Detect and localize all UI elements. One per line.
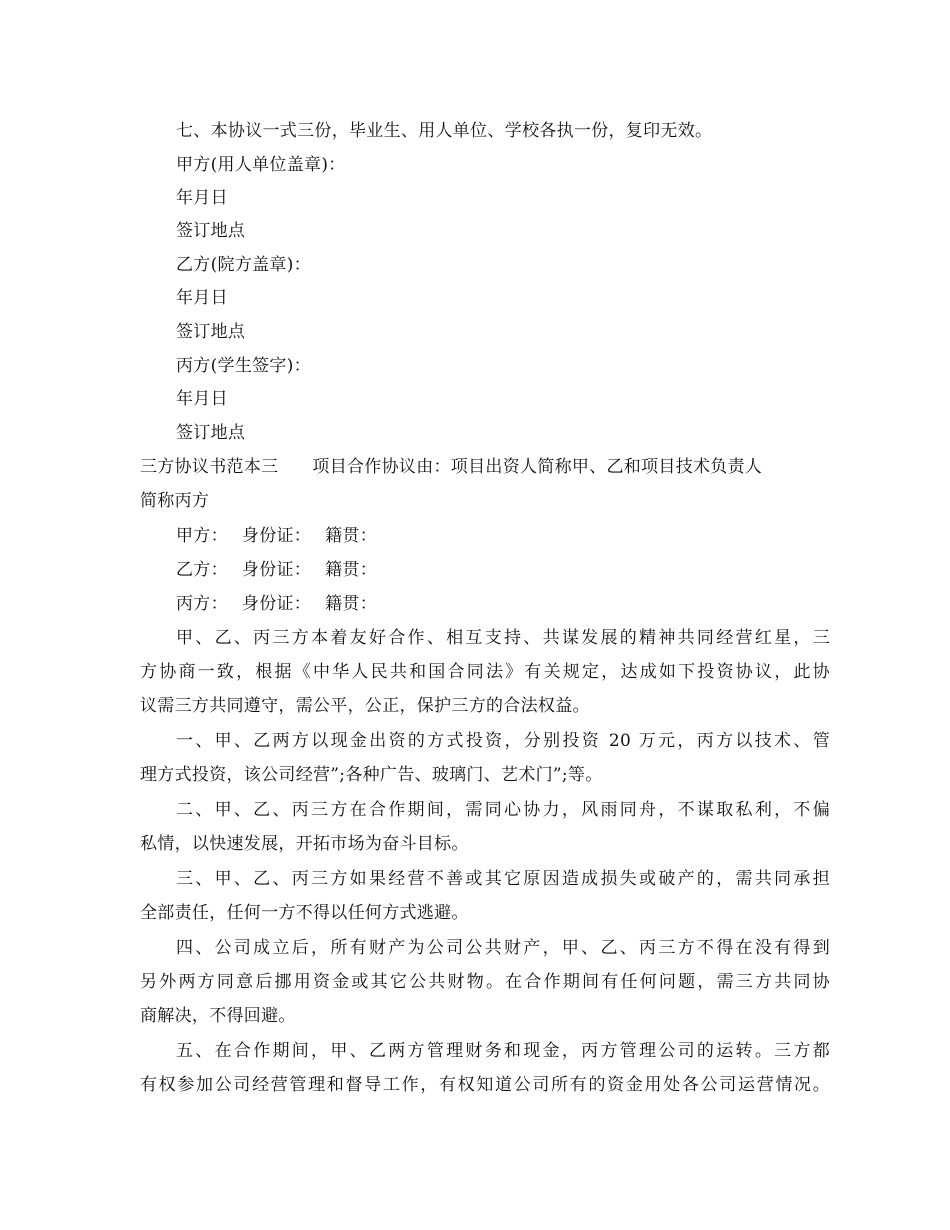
clause-five-line-1: 五、在合作期间，甲、乙两方管理财务和现金，丙方管理公司的运转。三方都 bbox=[176, 1041, 830, 1061]
clause-three-line-2: 全部责任，任何一方不得以任何方式逃避。 bbox=[140, 903, 469, 923]
id-card-label: 身份证： bbox=[241, 594, 312, 614]
clause-four-line-1: 四、公司成立后，所有财产为公司公共财产，甲、乙、丙三方不得在没有得到 bbox=[176, 938, 830, 958]
clause-two-line-1: 二、甲、乙、丙三方在合作期间，需同心协力，风雨同舟，不谋取私利，不偏 bbox=[176, 800, 830, 820]
place-label-1: 签订地点 bbox=[176, 221, 246, 241]
sample-three-heading-line bbox=[140, 450, 830, 484]
id-card-label: 身份证： bbox=[241, 560, 312, 580]
date-label-1: 年月日 bbox=[176, 188, 228, 208]
origin-label: 籍贯： bbox=[325, 560, 378, 580]
party-c-sign-label: 丙方(学生签字)： bbox=[176, 356, 311, 376]
party-label: 丙方： bbox=[176, 594, 228, 614]
party-label: 乙方： bbox=[176, 560, 228, 580]
clause-one-line-1: 一、甲、乙两方以现金出资的方式投资，分别投资 20 万元，丙方以技术、管 bbox=[176, 731, 830, 751]
preamble-line-2: 方协商一致，根据《中华人民共和国合同法》有关规定，达成如下投资协议，此协 bbox=[140, 662, 830, 682]
date-label-3: 年月日 bbox=[176, 389, 228, 409]
intro-text: 项目合作协议由：项目出资人简称甲、乙和项目技术负责人 bbox=[312, 457, 763, 477]
origin-label: 籍贯： bbox=[325, 526, 378, 546]
place-label-3: 签订地点 bbox=[176, 423, 246, 443]
clause-seven: 七、本协议一式三份，毕业生、用人单位、学校各执一份，复印无效。 bbox=[176, 121, 713, 141]
preamble-line-1: 甲、乙、丙三方本着友好合作、相互支持、共谋发展的精神共同经营红星，三 bbox=[176, 628, 830, 648]
party-row-c bbox=[176, 587, 830, 621]
place-label-2: 签订地点 bbox=[176, 322, 246, 342]
date-label-2: 年月日 bbox=[176, 288, 228, 308]
party-row-a bbox=[176, 519, 830, 553]
clause-two-line-2: 私情，以快速发展，开拓市场为奋斗目标。 bbox=[140, 834, 469, 854]
section-heading: 三方协议书范本三 bbox=[140, 457, 279, 477]
party-a-seal-label: 甲方(用人单位盖章)： bbox=[176, 155, 346, 175]
origin-label: 籍贯： bbox=[325, 594, 378, 614]
clause-five-line-2: 有权参加公司经营管理和督导工作，有权知道公司所有的资金用处各公司运营情况。 bbox=[140, 1075, 830, 1095]
clause-three-line-1: 三、甲、乙、丙三方如果经营不善或其它原因造成损失或破产的，需共同承担 bbox=[176, 869, 830, 889]
clause-four-line-2: 另外两方同意后挪用资金或其它公共财物。在合作期间有任何问题，需三方共同协 bbox=[140, 972, 830, 992]
party-label: 甲方： bbox=[176, 526, 228, 546]
party-row-b bbox=[176, 553, 830, 587]
clause-four-line-3: 商解决，不得回避。 bbox=[140, 1006, 296, 1026]
clause-one-line-2: 理方式投资，该公司经营”;各种广告、玻璃门、艺术门”;等。 bbox=[140, 765, 603, 785]
preamble-line-3: 议需三方共同遵守，需公平，公正，保护三方的合法权益。 bbox=[140, 696, 590, 716]
party-b-seal-label: 乙方(院方盖章)： bbox=[176, 255, 311, 275]
id-card-label: 身份证： bbox=[241, 526, 312, 546]
intro-text-continued: 简称丙方 bbox=[140, 491, 210, 511]
